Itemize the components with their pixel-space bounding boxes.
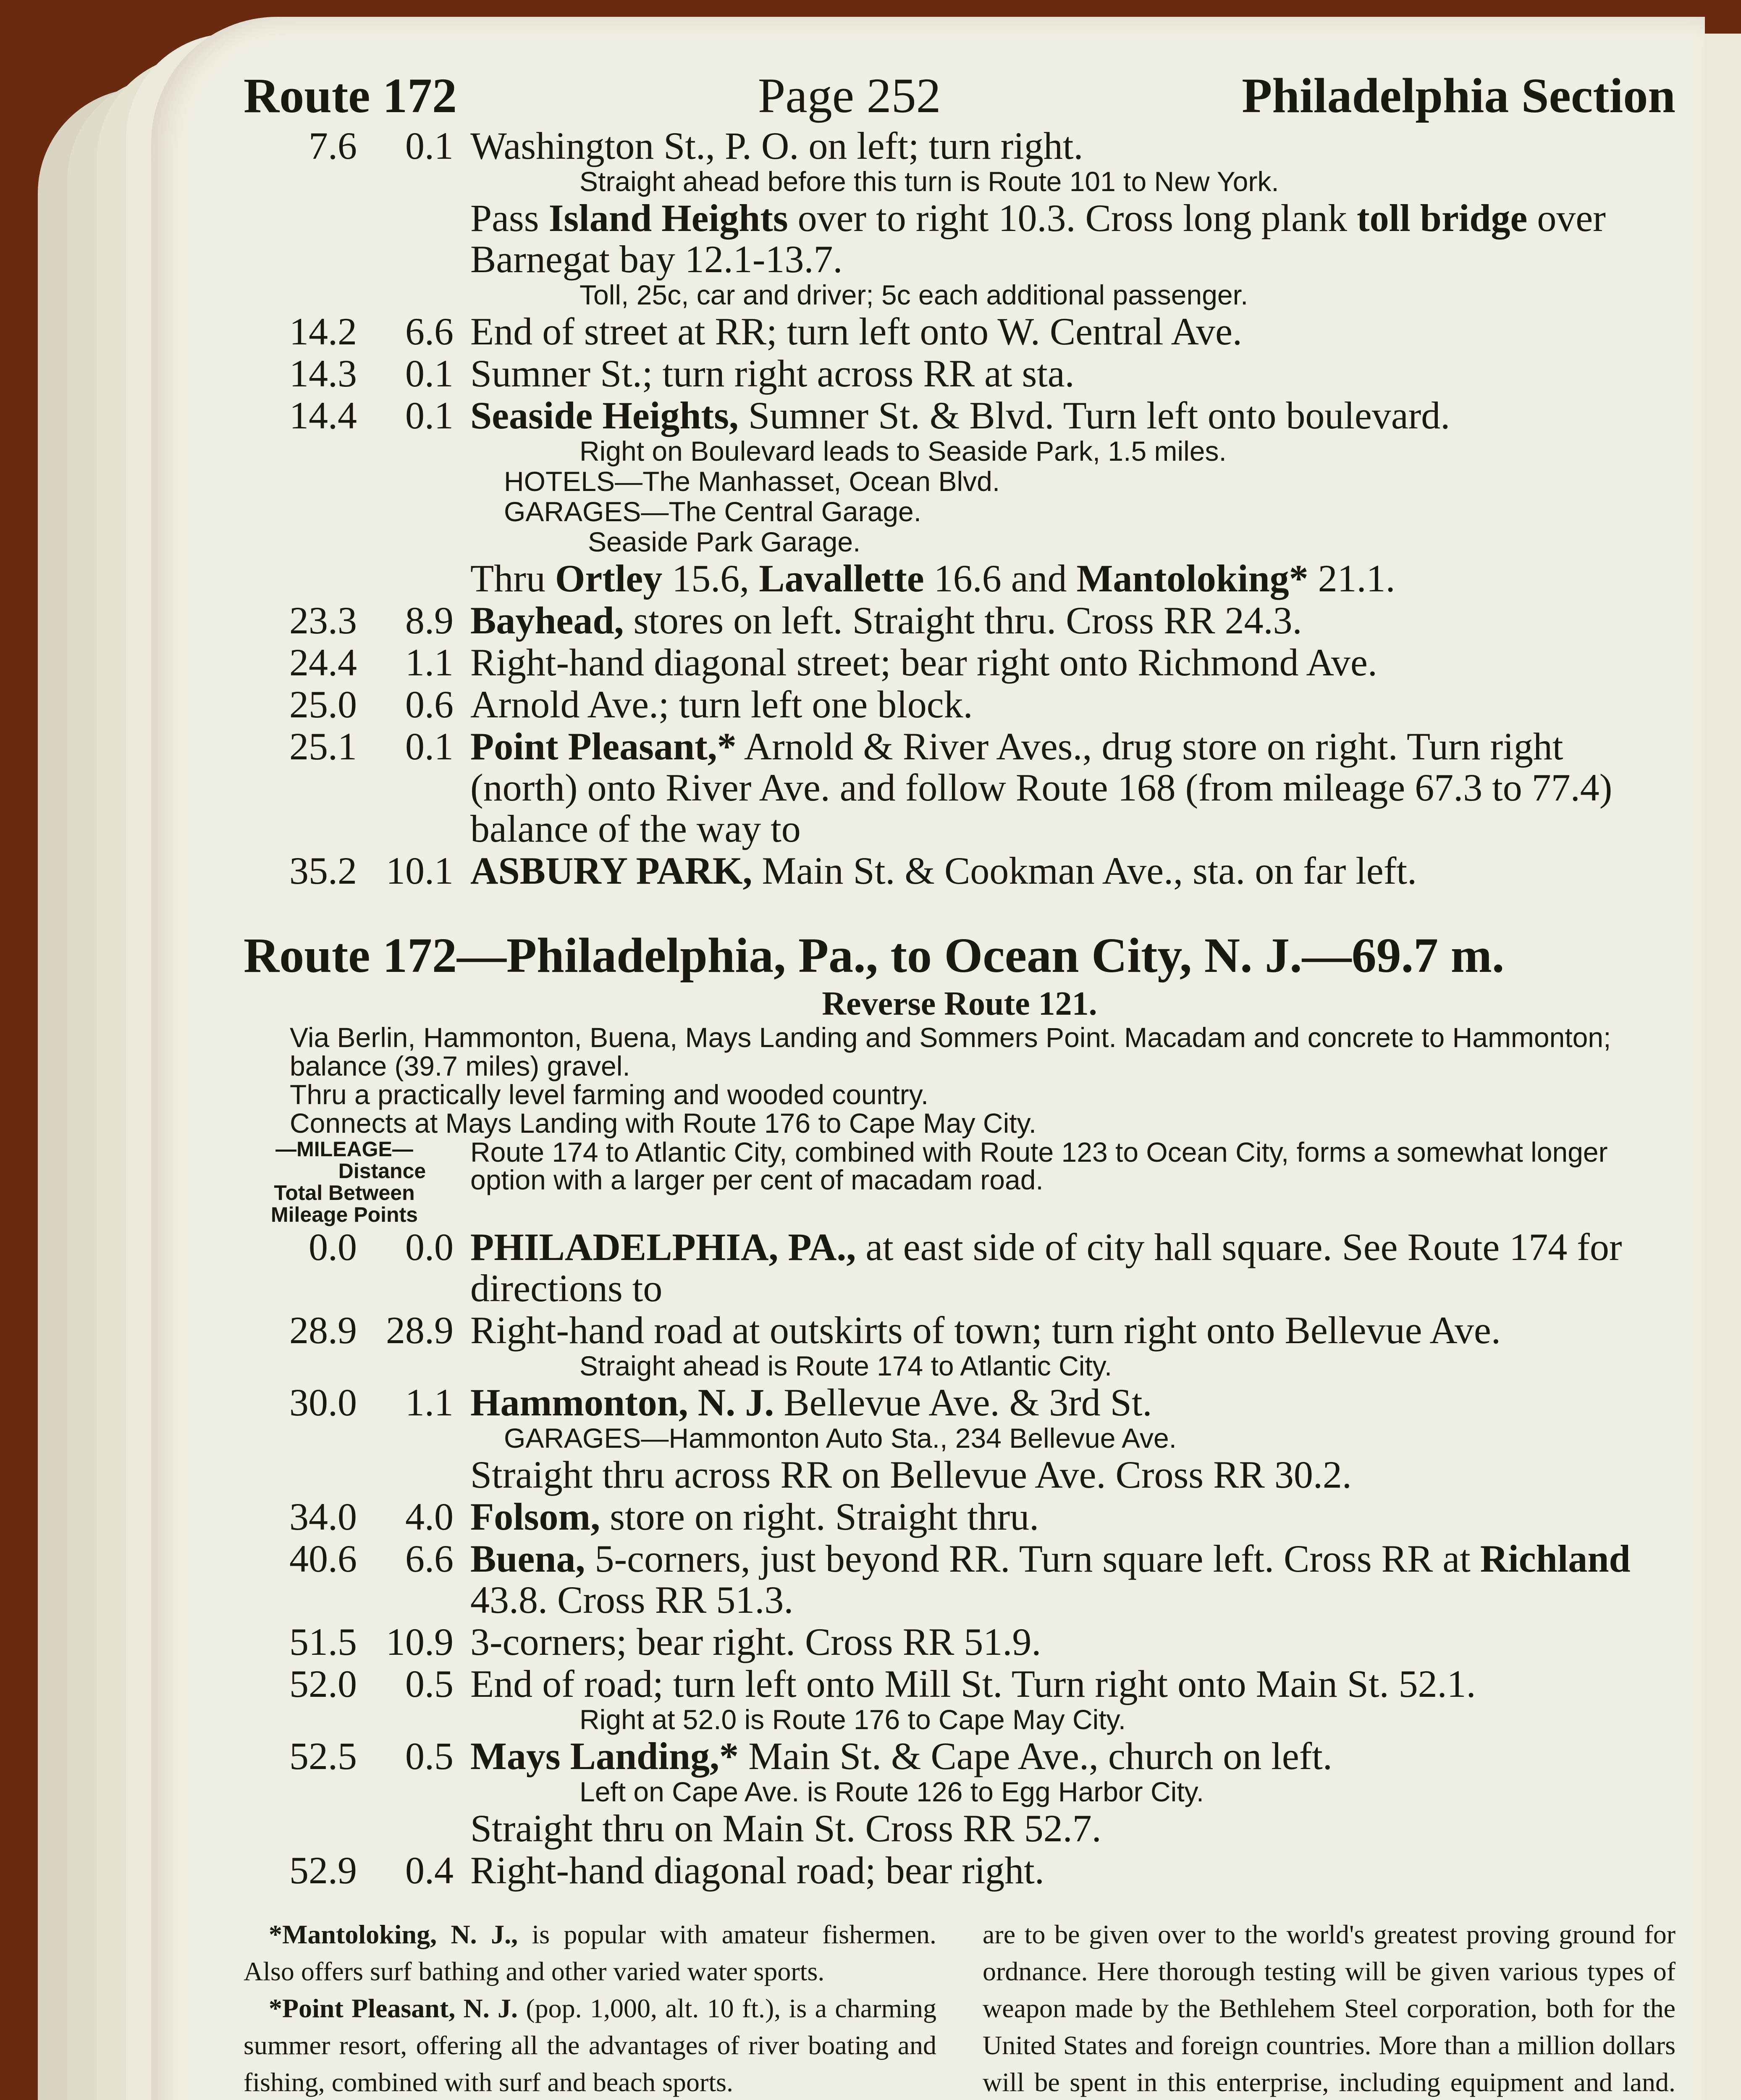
route-entry (244, 1663, 1675, 1704)
place-name: Bayhead, (470, 599, 624, 642)
point-mileage: 0.5 (405, 1662, 454, 1705)
entry-text: Right-hand road at outskirts of town; turn right onto Bellevue Ave. (470, 1309, 1501, 1352)
total-mileage: 35.2 (289, 849, 357, 892)
route-entry (244, 850, 1675, 891)
total-mileage: 34.0 (289, 1495, 357, 1538)
route-note: Straight ahead before this turn is Route 101 to New York. (579, 166, 1279, 197)
legend-line: Mileage Points (270, 1203, 418, 1226)
route-note: Right at 52.0 is Route 176 to Cape May City. (579, 1704, 1126, 1735)
entry-text: store on right. Straight thru. (600, 1495, 1039, 1538)
entry-text: Right-hand diagonal road; bear right. (470, 1849, 1044, 1892)
legend-line: Total Between (274, 1181, 415, 1205)
route-note: Left on Cape Ave. is Route 126 to Egg Harbor City. (579, 1776, 1204, 1807)
point-mileage: 0.1 (405, 725, 454, 768)
route-title: Route 172—Philadelphia, Pa., to Ocean City, N. J.—69.7 m. (244, 928, 1505, 983)
place-name: Richland (1480, 1537, 1631, 1580)
garages-note: GARAGES—Hammonton Auto Sta., 234 Bellevue Ave. (504, 1423, 1177, 1454)
point-mileage: 6.6 (405, 1537, 454, 1580)
place-name: Seaside Heights, (470, 394, 739, 437)
entry-text: Right-hand diagonal street; bear right onto Richmond Ave. (470, 641, 1377, 684)
total-mileage: 52.5 (289, 1735, 357, 1777)
via-text: Thru a practically level farming and wooded country. (290, 1079, 929, 1110)
total-mileage: 52.9 (289, 1849, 357, 1892)
footnote (244, 1916, 936, 1990)
place-name: Mays Landing,* (470, 1735, 739, 1777)
route-entry (244, 1310, 1675, 1351)
legend-line: —MILEAGE— (275, 1137, 413, 1161)
point-mileage: 0.4 (405, 1849, 454, 1892)
point-mileage: 0.0 (405, 1226, 454, 1268)
entry-text: Arnold & River Aves., drug store on right. Turn right (north) onto River Ave. and follow Route 168 (from mileage 67.3 to 77.4) balance of the way to (470, 725, 1613, 850)
header-route: Route 172 (244, 68, 457, 123)
total-mileage: 14.3 (289, 352, 357, 395)
footnote-heading: *Mantoloking, N. J., (269, 1919, 518, 1949)
route-entry (244, 1538, 1675, 1620)
route-entry (244, 726, 1675, 849)
entry-text: stores on left. Straight thru. Cross RR 24.3. (624, 599, 1302, 642)
place-name: Point Pleasant,* (470, 725, 737, 768)
footnotes (244, 1916, 1675, 2100)
place-name: Lavallette (759, 557, 924, 600)
total-mileage: 24.4 (289, 641, 357, 684)
entry-text: Main St. & Cookman Ave., sta. on far left. (752, 849, 1417, 892)
entry-text: Sumner St. & Blvd. Turn left onto boulevard. (738, 394, 1450, 437)
total-mileage: 25.1 (289, 725, 357, 768)
place-name: Buena, (470, 1537, 585, 1580)
place-name: Mantoloking* (1076, 557, 1308, 600)
garages-note: GARAGES—The Central Garage. (504, 496, 922, 527)
mileage-legend-block (244, 1138, 1675, 1226)
route-entry (244, 600, 1675, 641)
point-mileage: 4.0 (405, 1495, 454, 1538)
route-note: Straight ahead is Route 174 to Atlantic City. (579, 1350, 1112, 1381)
text: 15.6, (662, 557, 759, 600)
total-mileage: 52.0 (289, 1662, 357, 1705)
mileage-legend (244, 1138, 445, 1226)
header-page-number: Page 252 (758, 68, 941, 123)
total-mileage: 0.0 (309, 1226, 357, 1268)
point-mileage: 10.9 (386, 1620, 454, 1663)
place-name: toll bridge (1357, 197, 1528, 239)
place-name: Hammonton, N. J. (470, 1381, 774, 1424)
place-name: ASBURY PARK, (470, 849, 753, 892)
route-entry (244, 1621, 1675, 1662)
total-mileage: 30.0 (289, 1381, 357, 1424)
total-mileage: 14.2 (289, 310, 357, 353)
text: 21.1. (1308, 557, 1395, 600)
hotels-note: HOTELS—The Manhasset, Ocean Blvd. (504, 466, 1000, 497)
point-mileage: 10.1 (386, 849, 454, 892)
entry-text: 5-corners, just beyond RR. Turn square left. Cross RR at (585, 1537, 1480, 1580)
route-entry (244, 1226, 1675, 1309)
text: Thru (470, 557, 555, 600)
entry-text: End of road; turn left onto Mill St. Turn right onto Main St. 52.1. (470, 1662, 1476, 1705)
legend-line: Distance (338, 1159, 426, 1183)
point-mileage: 1.1 (405, 1381, 454, 1424)
entry-text: Main St. & Cape Ave., church on left. (739, 1735, 1332, 1777)
point-mileage: 8.9 (405, 599, 454, 642)
footnote-text: (pop. 1,000, alt. 10 ft.), is a charming summer resort, offering all the advantages of river boating and fishing, combined with surf and beach sports. (244, 1993, 936, 2097)
total-mileage: 51.5 (289, 1620, 357, 1663)
route-note: Right on Boulevard leads to Seaside Park, 1.5 miles. (579, 436, 1227, 467)
text: over to right 10.3. Cross long plank (788, 197, 1357, 239)
entry-text: Arnold Ave.; turn left one block. (470, 683, 973, 726)
reverse-route: Reverse Route 121. (822, 985, 1097, 1022)
route-direction (244, 197, 1675, 280)
footnote-heading: *Point Pleasant, N. J. (269, 1993, 518, 2023)
point-mileage: 0.1 (405, 124, 454, 167)
entry-text: 43.8. Cross RR 51.3. (470, 1578, 794, 1621)
route-entry (244, 642, 1675, 683)
place-name: Island Heights (548, 197, 788, 239)
footnote-text: is popular with amateur fishermen. Also offers surf bathing and other varied water sports. (244, 1919, 937, 1986)
route-note: Toll, 25c, car and driver; 5c each additional passenger. (579, 279, 1248, 310)
footnote (244, 1990, 936, 2100)
place-name: Ortley (555, 557, 663, 600)
via-text: Via Berlin, Hammonton, Buena, Mays Landing and Sommers Point. Macadam and concrete to Hammonton; balance (39.7 miles) gravel. (290, 1022, 1611, 1082)
point-mileage: 1.1 (405, 641, 454, 684)
route-direction: Straight thru across RR on Bellevue Ave. Cross RR 30.2. (470, 1453, 1352, 1496)
entry-text: Sumner St.; turn right across RR at sta. (470, 352, 1075, 395)
route-entry (244, 684, 1675, 725)
via-text: Connects at Mays Landing with Route 176 to Cape May City. (290, 1108, 1037, 1139)
route-entry (244, 125, 1675, 166)
text: over Barnegat bay 12.1-13.7. (470, 197, 1606, 281)
alternate-route-note: Route 174 to Atlantic City, combined with Route 123 to Ocean City, forms a somewhat longer option with a larger per cent of macadam road. (470, 1137, 1608, 1195)
total-mileage: 7.6 (309, 124, 357, 167)
header-section: Philadelphia Section (1242, 68, 1675, 123)
total-mileage: 40.6 (289, 1537, 357, 1580)
total-mileage: 23.3 (289, 599, 357, 642)
page-content (244, 67, 1675, 2100)
entry-text: End of street at RR; turn left onto W. Central Ave. (470, 310, 1242, 353)
total-mileage: 28.9 (289, 1309, 357, 1352)
point-mileage: 0.5 (405, 1735, 454, 1777)
point-mileage: 0.6 (405, 683, 454, 726)
text: Pass (470, 197, 549, 239)
point-mileage: 6.6 (405, 310, 454, 353)
footnote-text: are to be given over to the world's greatest proving ground for ordnance. Here thorough testing will be given various types of weapon made by the Bethlehem Steel corporation, both for the United States and foreign countries. More than a million dollars will be spent in this enterprise, including equipment and land. (983, 1919, 1675, 2097)
running-header (244, 67, 1675, 124)
place-name: Folsom, (470, 1495, 600, 1538)
route-entry (244, 1735, 1675, 1777)
route-entry (244, 1496, 1675, 1537)
route-entry (244, 311, 1675, 352)
place-name: PHILADELPHIA, PA., (470, 1226, 856, 1268)
point-mileage: 28.9 (386, 1309, 454, 1352)
entry-text: 3-corners; bear right. Cross RR 51.9. (470, 1620, 1041, 1663)
footnote-column-right (983, 1916, 1675, 2100)
total-mileage: 14.4 (289, 394, 357, 437)
entry-text: Bellevue Ave. & 3rd St. (774, 1381, 1152, 1424)
book-page (151, 17, 1705, 2100)
entry-text: Washington St., P. O. on left; turn right. (470, 124, 1083, 167)
footnote-column-left (244, 1916, 936, 2100)
garages-note: Seaside Park Garage. (588, 526, 861, 557)
route-direction: Straight thru on Main St. Cross RR 52.7. (470, 1807, 1101, 1850)
route-direction (244, 558, 1675, 599)
route-entry (244, 1382, 1675, 1423)
point-mileage: 0.1 (405, 352, 454, 395)
route-summary (244, 1023, 1675, 1137)
point-mileage: 0.1 (405, 394, 454, 437)
route-entry (244, 1850, 1675, 1891)
route-entry (244, 395, 1675, 436)
total-mileage: 25.0 (289, 683, 357, 726)
text: 16.6 and (924, 557, 1077, 600)
route-entry (244, 353, 1675, 394)
entry-text: at east side of city hall square. See Route 174 for directions to (470, 1226, 1622, 1310)
